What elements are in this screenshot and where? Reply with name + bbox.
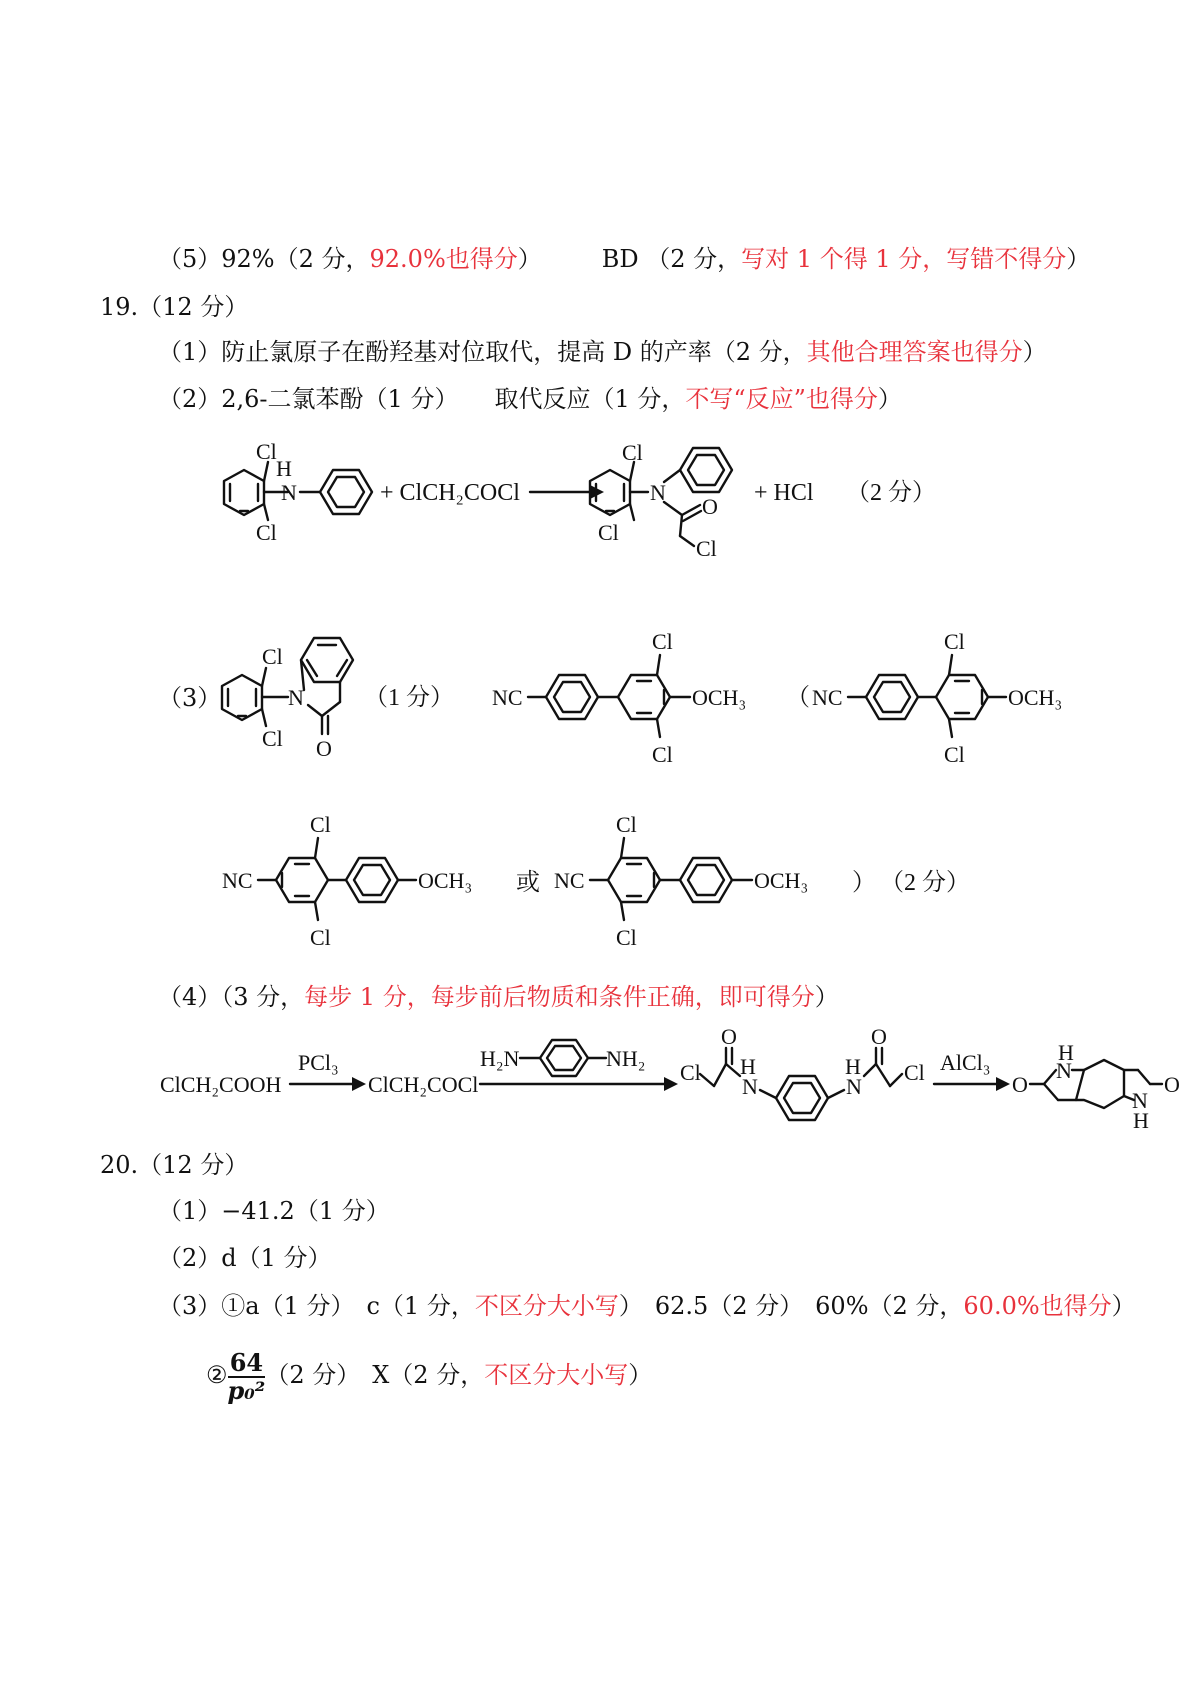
rx1-reagent: + ClCH₂COCl xyxy=(380,480,520,506)
s3a-o: O xyxy=(316,736,332,761)
rx1-p-cl-bottom: Cl xyxy=(598,520,619,545)
s3a-cl-bottom: Cl xyxy=(262,726,283,751)
rx2-start: ClCH₂COOH xyxy=(160,1072,282,1097)
kp-fraction xyxy=(227,1347,266,1405)
q19-p4-close: ） xyxy=(814,983,839,1011)
s3e-close-paren: ） xyxy=(852,870,876,896)
rx2-prod-o1: O xyxy=(1012,1072,1028,1097)
q19-part3-label: （3） xyxy=(158,684,222,712)
rx2-amide-left-chain xyxy=(700,1048,740,1086)
q19-p2-close: ） xyxy=(877,385,902,413)
q19-p1-close: ） xyxy=(1022,338,1047,366)
s3d-och3: OCH₃ xyxy=(418,868,473,893)
kp-fraction-numerator: 64 xyxy=(228,1350,266,1378)
rx2-prod-n1: N xyxy=(1056,1058,1072,1083)
rx2-cond2-right: NH₂ xyxy=(606,1046,646,1071)
s3c-och3: OCH₃ xyxy=(1008,685,1063,710)
q20-p3b-score: （2 分） X（2 分， xyxy=(265,1361,485,1389)
rx2-cond1: PCl₃ xyxy=(298,1050,339,1075)
rx2-amide-cl2: Cl xyxy=(904,1060,925,1085)
s3e-och3: OCH₃ xyxy=(754,868,809,893)
q20-heading: 20.（12 分） xyxy=(100,1151,249,1179)
rx2-prod-h2: H xyxy=(1133,1108,1149,1133)
q20-p3-mid: ） 62.5（2 分） 60%（2 分， xyxy=(618,1292,964,1320)
q20-p3b-close: ） xyxy=(628,1361,653,1389)
rx2-arrow1 xyxy=(290,1077,366,1091)
s3b-cl-bottom: Cl xyxy=(652,742,673,767)
rx2-amide-o1: O xyxy=(721,1024,737,1049)
q18-p5-label: （5）92%（2 分， xyxy=(158,245,370,273)
rx1-cl-top: Cl xyxy=(256,439,277,464)
q20-p3-note2: 60.0%也得分 xyxy=(963,1292,1112,1320)
s3b-och3: OCH₃ xyxy=(692,685,747,710)
s3c-cl-bottom: Cl xyxy=(944,742,965,767)
rx2-prod-n2: N xyxy=(1132,1088,1148,1113)
q20-p3-close: ） xyxy=(1111,1292,1136,1320)
rx2-amide-right-chain xyxy=(864,1048,902,1086)
rx2-cond2-left: H₂N xyxy=(480,1046,520,1071)
rx2-prod-h1: H xyxy=(1058,1040,1074,1065)
q18-bd-close: ） xyxy=(1066,245,1091,273)
s3c-cl-top: Cl xyxy=(944,629,965,654)
rx2-amide-h2: H xyxy=(845,1054,861,1079)
q18-bd-note: 写对 1 个得 1 分，写错不得分 xyxy=(741,245,1067,273)
q19-p2-label: （2）2,6-二氯苯酚（1 分） 取代反应（1 分， xyxy=(158,385,686,413)
q20-part3b-line xyxy=(206,1345,652,1405)
rx2-amide-phenyl xyxy=(760,1076,844,1120)
q20-part3-line xyxy=(158,1291,1136,1321)
rx2-amide-cl1: Cl xyxy=(680,1060,701,1085)
rx1-score: （2 分） xyxy=(846,480,936,506)
q19-p2-note: 不写“反应”也得分 xyxy=(685,385,878,413)
s3-or: 或 xyxy=(516,870,540,896)
rx2-arrow2 xyxy=(480,1077,678,1091)
s3d-cl-bottom: Cl xyxy=(310,925,331,950)
rx2-arrow3 xyxy=(934,1077,1010,1091)
rx1-p-o: O xyxy=(702,494,718,519)
s3b-cl-top: Cl xyxy=(652,629,673,654)
rx2-amide-n2: N xyxy=(846,1074,862,1099)
rx2-cond3: AlCl₃ xyxy=(940,1050,991,1075)
s3d-cl-top: Cl xyxy=(310,812,331,837)
q20-p3-label: （3）①a（1 分） c（1 分， xyxy=(158,1292,475,1320)
rx2-amide-o2: O xyxy=(871,1024,887,1049)
q19-heading: 19.（12 分） xyxy=(100,293,249,321)
s3e-cl-bottom: Cl xyxy=(616,925,637,950)
q20-part1: （1）−41.2（1 分） xyxy=(158,1197,390,1225)
q20-p3-note1: 不区分大小写 xyxy=(474,1292,619,1320)
q20-part2: （2）d（1 分） xyxy=(158,1244,332,1272)
rx1-p-cl-chain: Cl xyxy=(696,536,717,561)
q18-p5-close: ） xyxy=(517,245,542,273)
s3e-score: （2 分） xyxy=(880,870,970,896)
s3a-score: （1 分） xyxy=(364,685,454,711)
rx2-amide-h1: H xyxy=(740,1054,756,1079)
s3a-n: N xyxy=(288,685,304,710)
rx1-cl-bottom: Cl xyxy=(256,520,277,545)
kp-fraction-denominator: p₀² xyxy=(227,1375,266,1405)
q19-p1-note: 其他合理答案也得分 xyxy=(806,338,1023,366)
q19-p4-label: （4）（3 分， xyxy=(158,983,305,1011)
rx2-amide-n1: N xyxy=(742,1074,758,1099)
q19-p1-label: （1）防止氯原子在酚羟基对位取代，提高 D 的产率（2 分， xyxy=(158,338,807,366)
rx1-h: H xyxy=(276,456,292,481)
s3d-nc: NC xyxy=(222,868,253,893)
rx1-hcl: + HCl xyxy=(754,480,814,506)
q20-p3b-note: 不区分大小写 xyxy=(484,1361,629,1389)
q19-p4-note: 每步 1 分，每步前后物质和条件正确，即可得分 xyxy=(304,983,815,1011)
s3a-cl-top: Cl xyxy=(262,644,283,669)
rx1-n: N xyxy=(281,480,297,505)
q18-bd-label: BD （2 分， xyxy=(601,245,742,273)
q20-p3b-circle: ② xyxy=(206,1361,228,1389)
rx2-diamine-ring xyxy=(520,1040,606,1076)
rx2-mid: ClCH₂COCl xyxy=(368,1072,479,1097)
s3c-open-paren: （ xyxy=(786,685,810,711)
q18-p5-note: 92.0%也得分 xyxy=(369,245,518,273)
rx2-prod-o2: O xyxy=(1164,1072,1180,1097)
rx1-p-n: N xyxy=(650,480,666,505)
s3c-nc: NC xyxy=(812,685,843,710)
s3b-nc: NC xyxy=(492,685,523,710)
s3e-cl-top: Cl xyxy=(616,812,637,837)
rx1-p-cl-top: Cl xyxy=(622,440,643,465)
s3e-nc: NC xyxy=(554,868,585,893)
